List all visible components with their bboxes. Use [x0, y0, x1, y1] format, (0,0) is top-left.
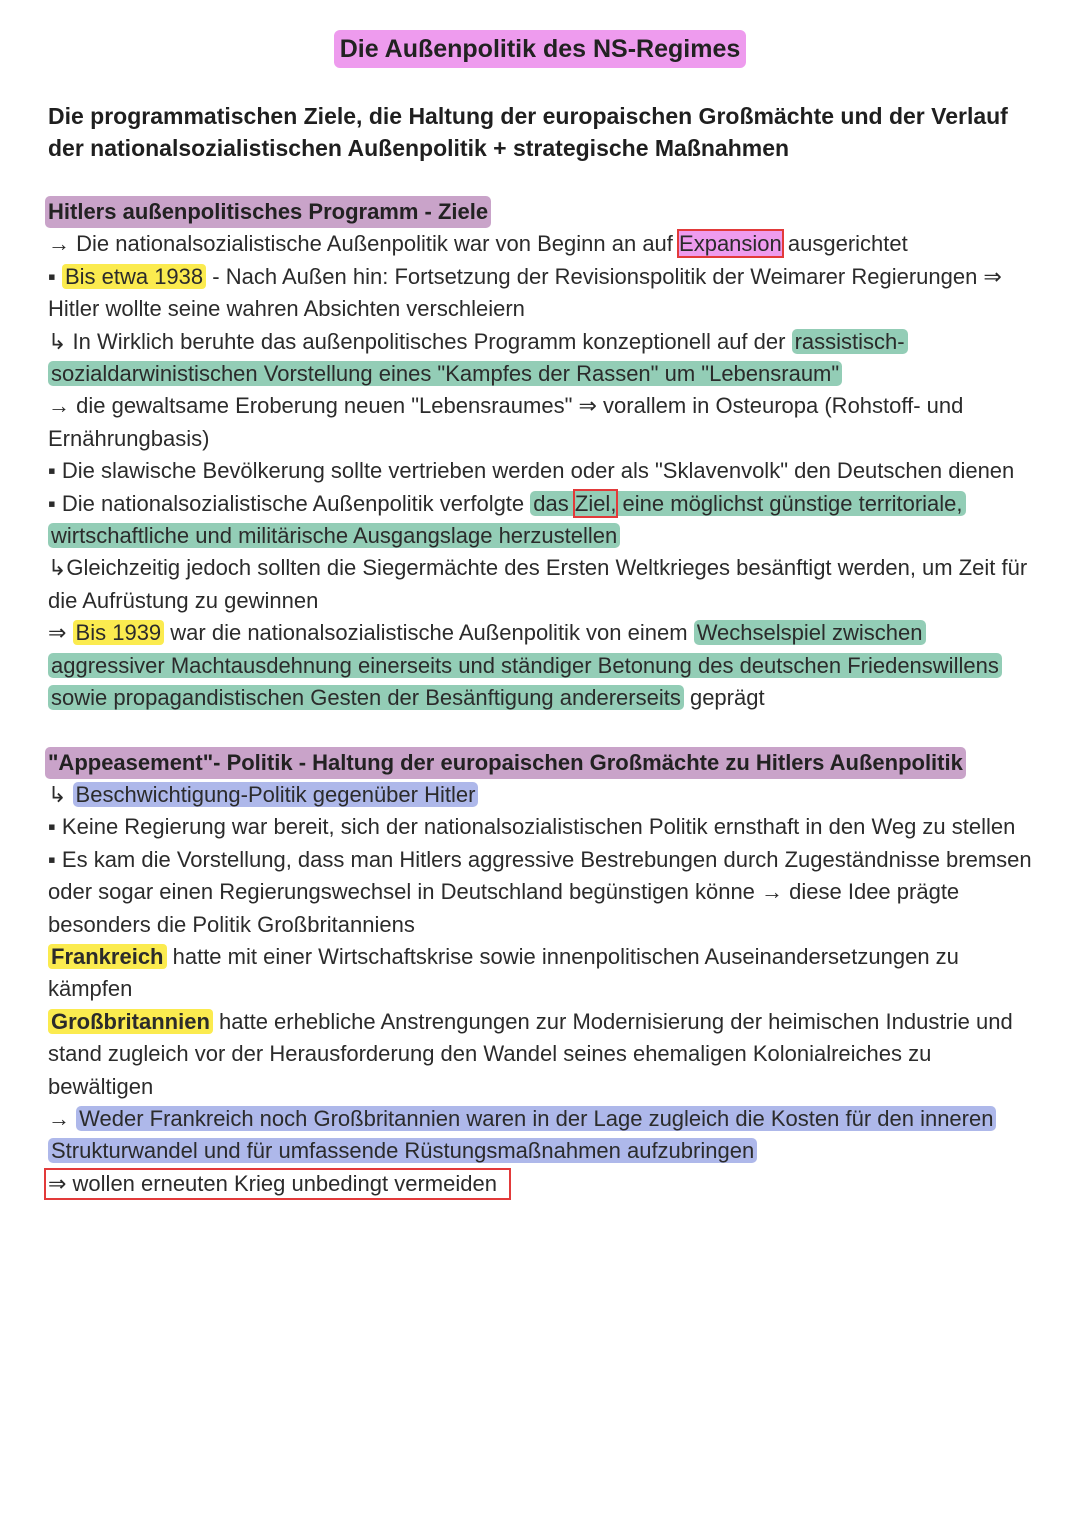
highlight-wechselspiel: Wechselspiel zwischen aggressiver Machtausdehnung einerseits und ständiger Betonung des deutschen Friedenswillens sowie propagandistischen Gesten der Besänftigung andererseits — [48, 620, 1002, 710]
paragraph-expansion: → Die nationalsozialistische Außenpolitik war von Beginn an auf Expansion ausgerichtet — [48, 231, 908, 257]
paragraph-lebensraum-vorstellung: ↳ In Wirklich beruhte das außenpolitisches Programm konzeptionell auf der rassistisch-sozialdarwinistischen Vorstellung eines "Kampfes der Rassen" um "Lebensraum" — [48, 326, 1038, 391]
note-page — [48, 30, 1038, 1200]
boxed-krieg-vermeiden: ⇒ wollen erneuten Krieg unbedingt vermeiden — [44, 1168, 511, 1200]
highlight-bis-1939: Bis 1939 — [73, 620, 165, 645]
section-heading-appeasement: "Appeasement"- Politik - Haltung der europaischen Großmächte zu Hitlers Außenpolitik — [45, 747, 966, 779]
paragraph-keine-regierung: ▪ Keine Regierung war bereit, sich der nationalsozialistischen Politik ernsthaft in den Weg zu stellen — [48, 814, 1016, 840]
paragraph-wechselspiel: ⇒ Bis 1939 war die nationalsozialistische Außenpolitik von einem Wechselspiel zwischen aggressiver Machtausdehnung einerseits und ständiger Betonung des deutschen Friedenswillens sowie propagandistischen Gesten der Besänftigung andererseits geprägt — [48, 617, 1038, 714]
section-appeasement — [48, 747, 1038, 1201]
highlight-frankreich: Frankreich — [48, 944, 167, 969]
highlight-kosten: Weder Frankreich noch Großbritannien waren in der Lage zugleich die Kosten für den inneren Strukturwandel und für umfassende Rüstungsmaßnahmen aufzubringen — [48, 1106, 996, 1163]
paragraph-eroberung: → die gewaltsame Eroberung neuen "Lebensraumes" ⇒ vorallem in Osteuropa (Rohstoff- und Ernährungbasis) — [48, 393, 964, 451]
paragraph-krieg-vermeiden — [48, 1168, 1038, 1200]
paragraph-ziel: ▪ Die nationalsozialistische Außenpolitik verfolgte das Ziel, eine möglichst günstige territoriale, wirtschaftliche und militärische Ausgangslage herzustellen — [48, 488, 1038, 553]
section-heading-ziele: Hitlers außenpolitisches Programm - Ziele — [45, 196, 491, 228]
highlight-expansion: Expansion — [679, 231, 782, 257]
paragraph-revisionspolitik: ▪ Bis etwa 1938 - Nach Außen hin: Fortsetzung der Revisionspolitik der Weimarer Regierungen ⇒ Hitler wollte seine wahren Absichten verschleiern — [48, 263, 1002, 322]
paragraph-kosten: → Weder Frankreich noch Großbritannien waren in der Lage zugleich die Kosten für den inneren Strukturwandel und für umfassende Rüstungsmaßnahmen aufzubringen — [48, 1103, 1038, 1168]
paragraph-siegermaechte: ↳Gleichzeitig jedoch sollten die Siegermächte des Ersten Weltkrieges besänftigt werden, um Zeit für die Aufrüstung zu gewinnen — [48, 555, 1028, 613]
page-title: Die Außenpolitik des NS-Regimes — [334, 30, 747, 68]
highlight-grossbritannien: Großbritannien — [48, 1009, 213, 1034]
bullet-icon: ▪ — [48, 263, 56, 289]
highlight-ziel: das Ziel, eine möglichst günstige territoriale, wirtschaftliche und militärische Ausgangslage herzustellen — [48, 491, 966, 548]
highlight-bis-1938: Bis etwa 1938 — [62, 264, 206, 289]
paragraph-slawische-bevoelkerung: ▪ Die slawische Bevölkerung sollte vertrieben werden oder als "Sklavenvolk" den Deutschen dienen — [48, 458, 1015, 484]
section-ziele — [48, 196, 1038, 715]
paragraph-frankreich: Frankreich hatte mit einer Wirtschaftskrise sowie innenpolitischen Auseinandersetzungen zu kämpfen — [48, 943, 959, 1002]
paragraph-grossbritannien: Großbritannien hatte erhebliche Anstrengungen zur Modernisierung der heimischen Industrie und stand zugleich vor der Herausforderung den Wandel seines ehemaligen Kolonialreiches zu bewältigen — [48, 1008, 1013, 1099]
paragraph-zugestaendnisse: ▪ Es kam die Vorstellung, dass man Hitlers aggressive Bestrebungen durch Zugeständnisse bremsen oder sogar einen Regierungswechsel in Deutschland begünstigen könne → diese Idee prägte besonders die Politik Großbritanniens — [48, 846, 1032, 937]
boxed-ziel: Ziel, — [574, 490, 617, 516]
paragraph-beschwichtigung: ↳ Beschwichtigung-Politik gegenüber Hitler — [48, 779, 1038, 811]
highlight-rassistisch: rassistisch-sozialdarwinistischen Vorstellung eines "Kampfes der Rassen" um "Lebensraum" — [48, 329, 908, 386]
highlight-beschwichtigung: Beschwichtigung-Politik gegenüber Hitler — [73, 782, 479, 807]
page-subtitle: Die programmatischen Ziele, die Haltung der europaischen Großmächte und der Verlauf der nationalsozialistischen Außenpolitik + strategische Maßnahmen — [48, 103, 1008, 161]
